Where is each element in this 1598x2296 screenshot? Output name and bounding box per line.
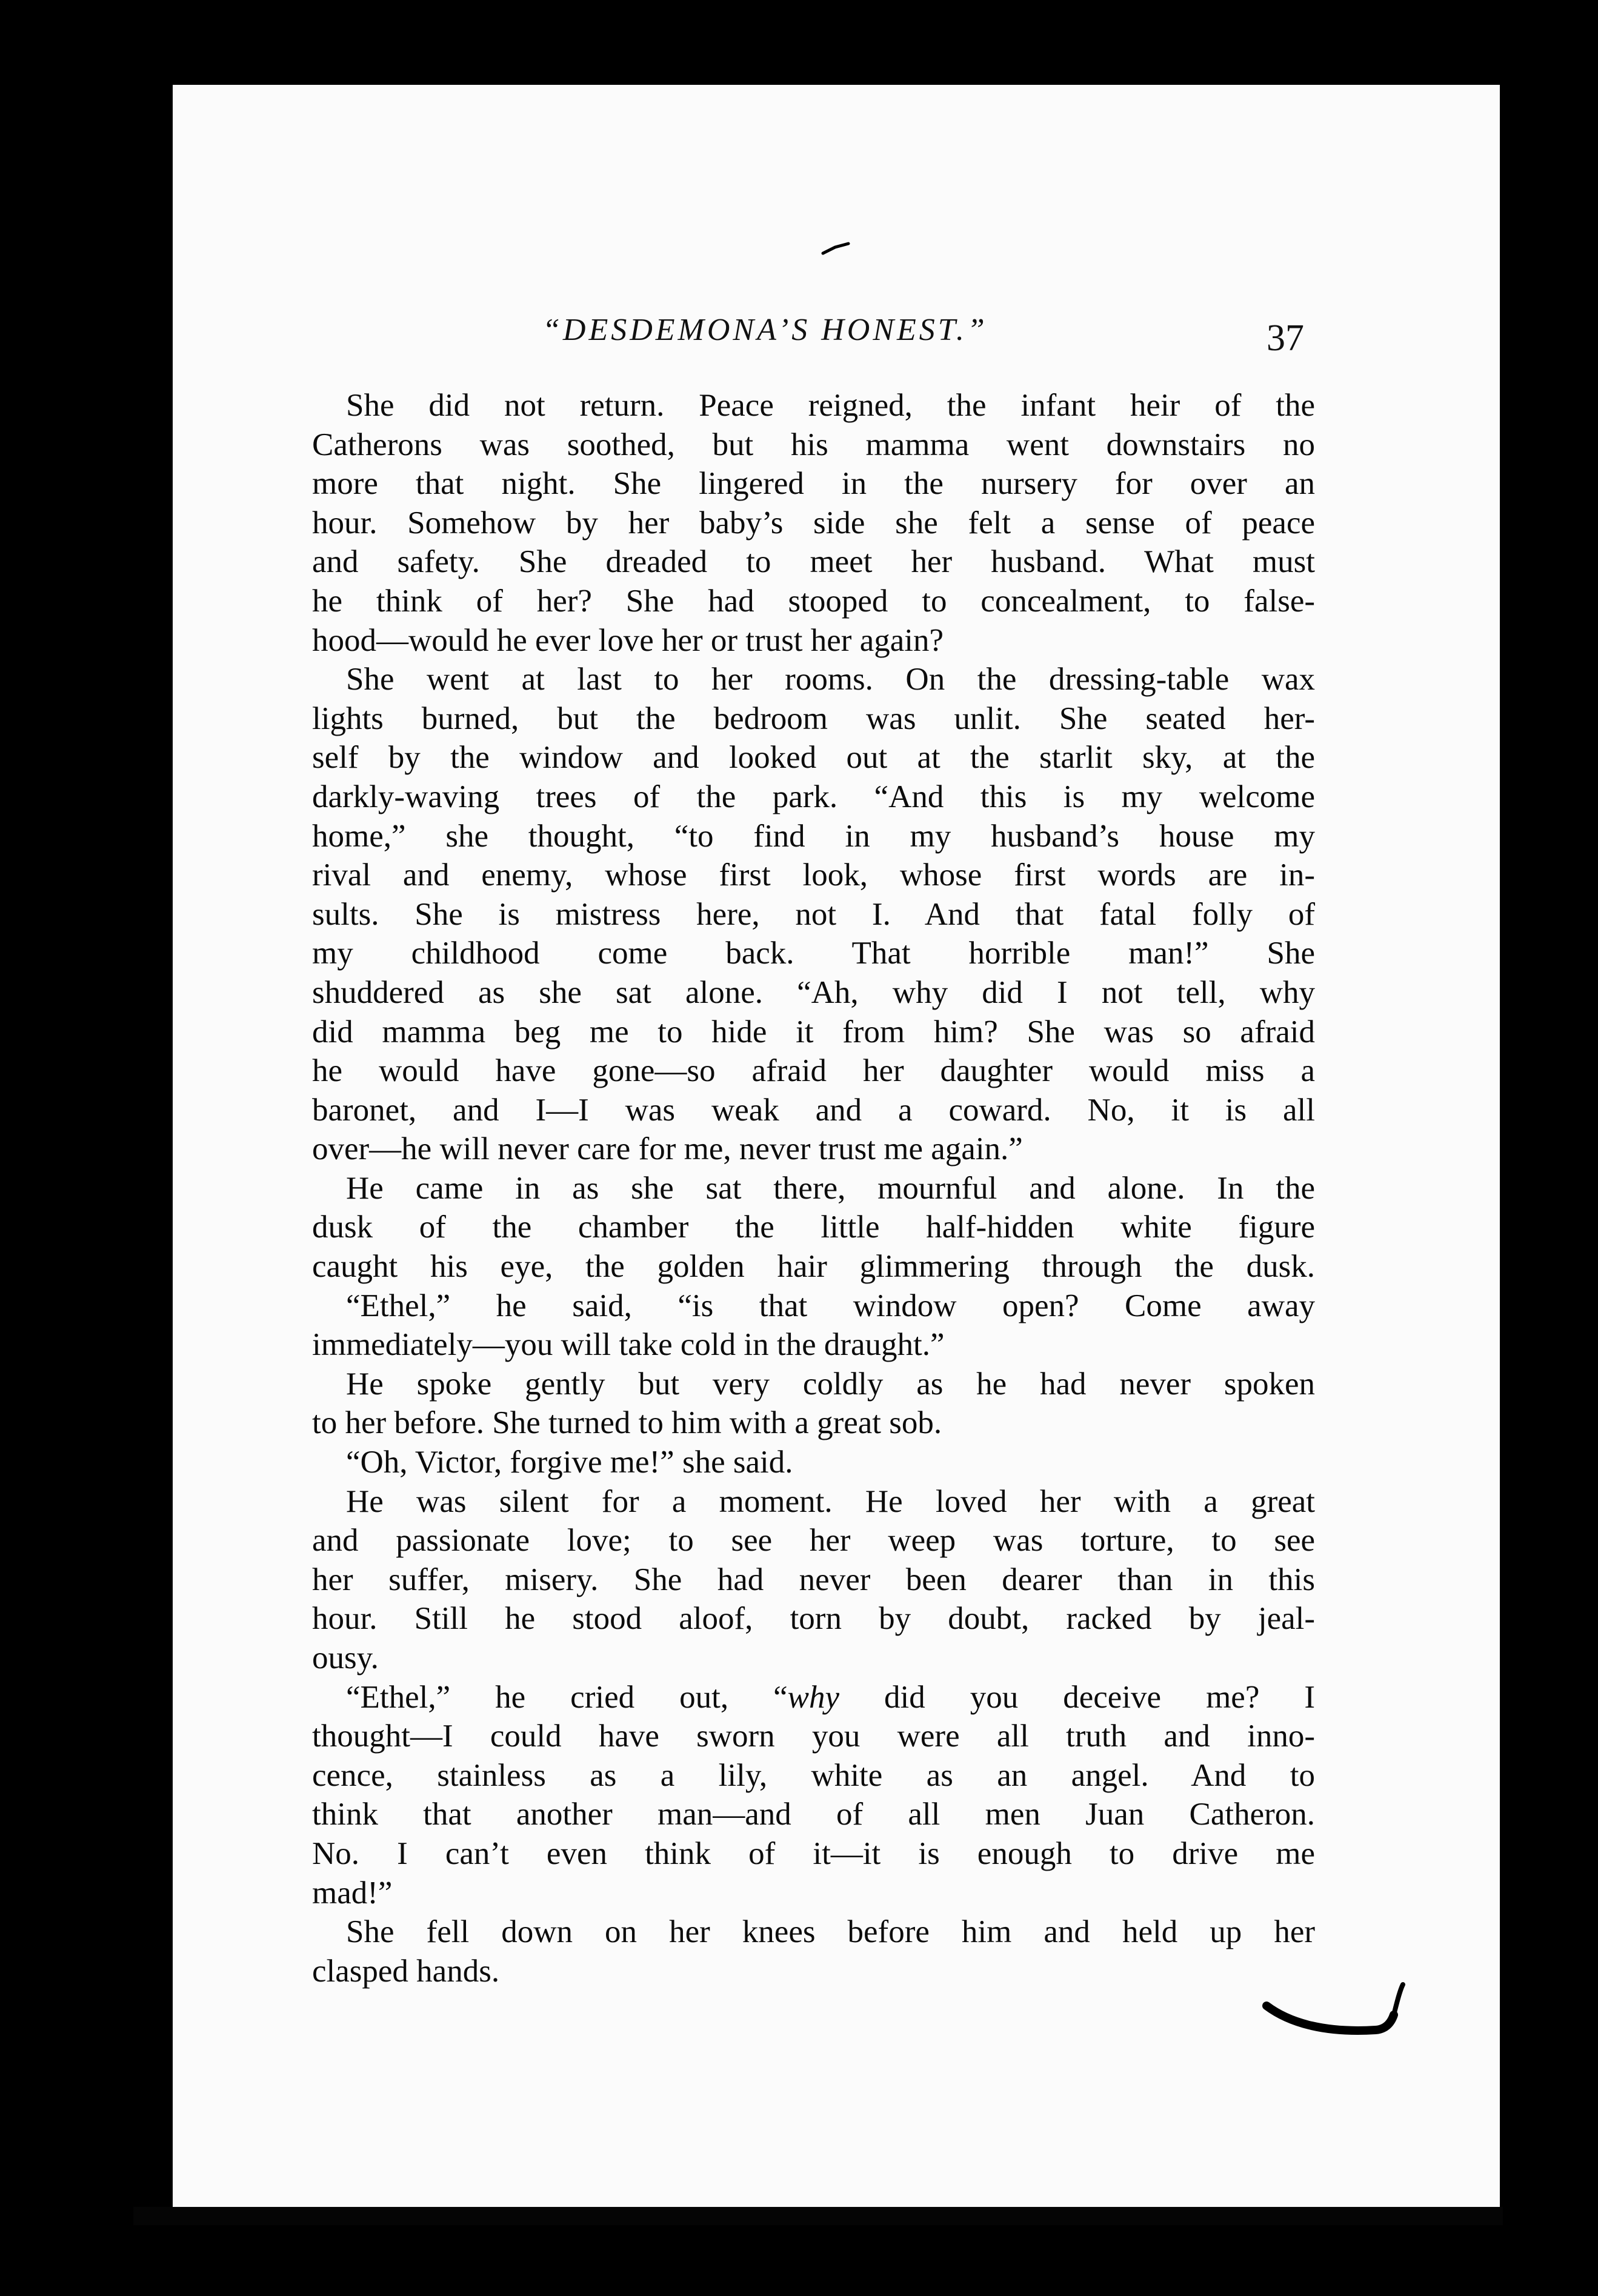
text-line: more that night. She lingered in the nursery for over an [312,466,1315,502]
scan-bottom-edge [133,2207,1503,2225]
text-line: did mamma beg me to hide it from him? She was so afraid [312,1014,1315,1050]
page-header [0,312,1598,373]
text-line: caught his eye, the golden hair glimmering through the dusk. [312,1249,1315,1285]
text-line: hour. Somehow by her baby’s side she felt a sense of peace [312,505,1315,541]
text-line: home,” she thought, “to find in my husband’s house my [312,818,1315,854]
text-line: immediately—you will take cold in the draught.” [312,1327,945,1363]
text-line: hood—would he ever love her or trust her again? [312,622,944,658]
text-line: darkly-waving trees of the park. “And this is my welcome [312,779,1315,814]
text-line: She went at last to her rooms. On the dressing-table wax [346,662,1315,697]
text-line: “Ethel,” he cried out, “why did you deceive me? I [346,1679,1316,1715]
page-number: 37 [1267,318,1304,359]
text-line: he think of her? She had stooped to concealment, to false- [312,583,1315,619]
text-line: lights burned, but the bedroom was unlit. She seated her- [312,700,1315,736]
text-line: he would have gone—so afraid her daughter would miss a [312,1053,1315,1089]
text-line: clasped hands. [312,1953,500,1989]
text-line: cence, stainless as a lily, white as an angel. And to [312,1757,1315,1793]
text-line: dusk of the chamber the little half-hidden white figure [312,1210,1315,1245]
text-line: ousy. [312,1640,379,1675]
running-title: “DESDEMONA’S HONEST.” [542,313,988,347]
text-line: shuddered as she sat alone. “Ah, why did I not tell, why [312,974,1315,1010]
text-line: He spoke gently but very coldly as he had never spoken [346,1366,1315,1402]
text-line: “Oh, Victor, forgive me!” she said. [346,1445,793,1480]
text-line: He was silent for a moment. He loved her with a great [346,1483,1315,1519]
text-line: baronet, and I—I was weak and a coward. No, it is all [312,1092,1315,1128]
text-line: He came in as she sat there, mournful and alone. In the [346,1170,1315,1206]
text-line: to her before. She turned to him with a great sob. [312,1405,942,1441]
text-line: and passionate love; to see her weep was torture, to see [312,1523,1315,1559]
text-line: mad!” [312,1875,393,1911]
text-line: hour. Still he stood aloof, torn by doubt, racked by jeal- [312,1601,1315,1637]
text-line: her suffer, misery. She had never been dearer than in this [312,1562,1315,1597]
text-line: “Ethel,” he said, “is that window open? Come away [346,1288,1315,1323]
text-line: my childhood come back. That horrible man!” She [312,936,1315,971]
scan-left-margin-shadow [127,94,170,2221]
emphasized-word: why [787,1679,839,1715]
ink-flourish-mark [1254,1982,1424,2072]
text-line: She did not return. Peace reigned, the infant heir of the [346,388,1315,423]
body-text [312,386,1315,1991]
text-line: think that another man—and of all men Juan Catheron. [312,1797,1315,1832]
text-line: and safety. She dreaded to meet her husband. What must [312,544,1315,580]
text-line: thought—I could have sworn you were all truth and inno- [312,1719,1315,1754]
text-line: self by the window and looked out at the starlit sky, at the [312,740,1315,776]
text-line: She fell down on her knees before him and held up her [346,1914,1315,1950]
text-line: rival and enemy, whose first look, whose first words are in- [312,857,1315,893]
text-line: Catherons was soothed, but his mamma went downstairs no [312,427,1315,462]
text-line: No. I can’t even think of it—it is enough to drive me [312,1835,1315,1871]
text-line: sults. She is mistress here, not I. And that fatal folly of [312,896,1315,932]
scan-speck [818,236,854,261]
text-line: over—he will never care for me, never trust me again.” [312,1131,1023,1167]
